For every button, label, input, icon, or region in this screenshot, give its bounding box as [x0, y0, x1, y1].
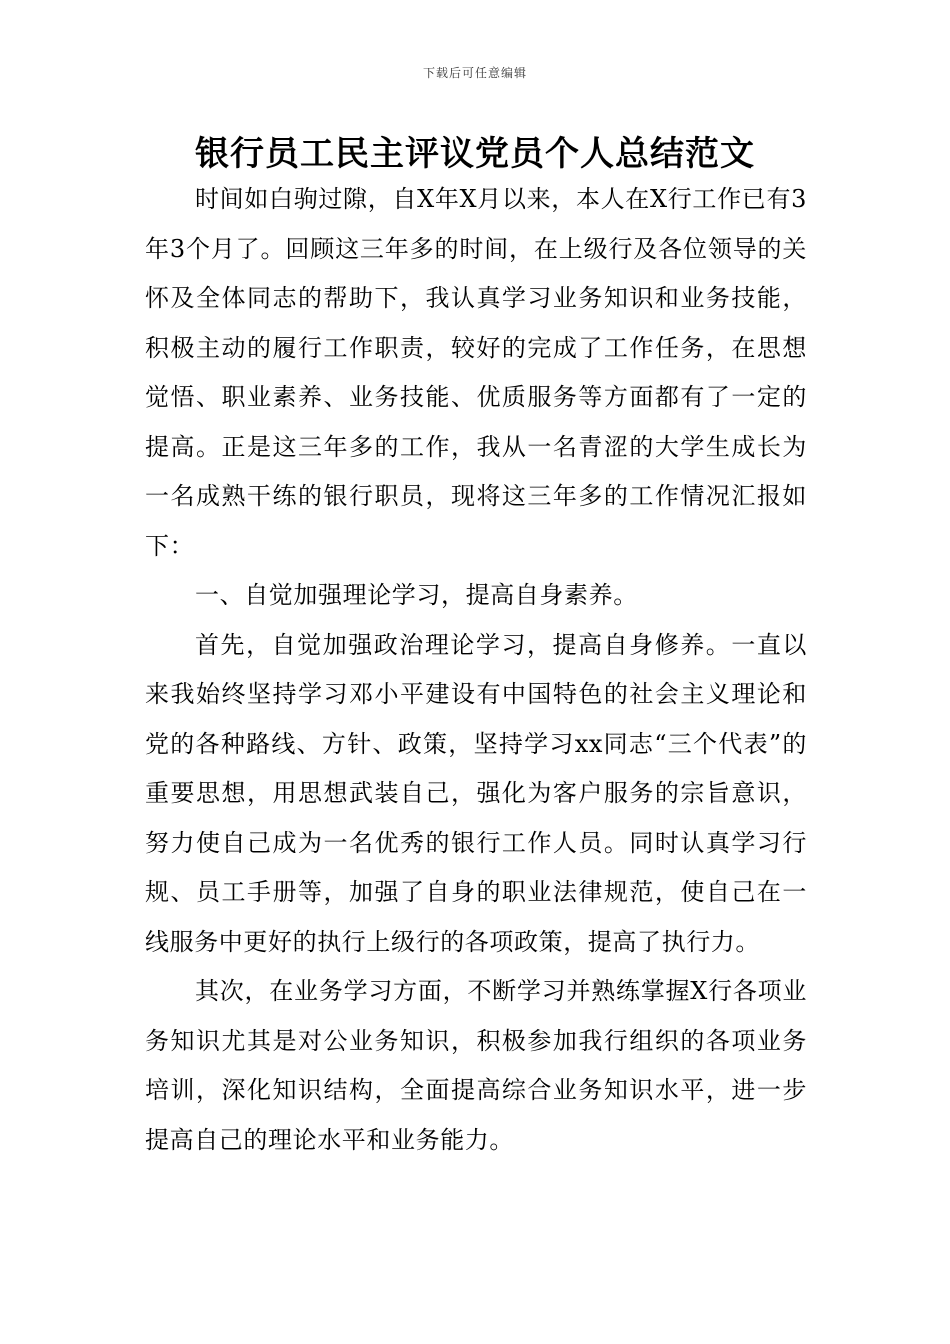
- paragraph-business-study: 其次，在业务学习方面，不断学习并熟练掌握X行各项业务知识尤其是对公业务知识，积极参加我行组织的各项业务培训，深化知识结构，全面提高综合业务知识水平，进一步提高自己的理论水平和业务能力。: [145, 977, 807, 1154]
- document-title: 银行员工民主评议党员个人总结范文: [195, 134, 755, 174]
- paragraph-section-heading: 一、自觉加强理论学习，提高自身素养。: [195, 581, 638, 609]
- paragraph-political-study: 首先，自觉加强政治理论学习，提高自身修养。一直以来我始终坚持学习邓小平建设有中国特色的社会主义理论和党的各种路线、方针、政策，坚持学习xx同志“三个代表”的重要思想，用思想武装自己，强化为客户服务的宗旨意识，努力使自己成为一名优秀的银行工作人员。同时认真学习行规、员工手册等，加强了自身的职业法律规范，使自己在一线服务中更好的执行上级行的各项政策，提高了执行力。: [145, 630, 807, 956]
- page-header-note: 下载后可任意编辑: [422, 66, 527, 80]
- paragraph-intro: 时间如白驹过隙，自X年X月以来，本人在X行工作已有3年3个月了。回顾这三年多的时间，在上级行及各位领导的关怀及全体同志的帮助下，我认真学习业务知识和业务技能，积极主动的履行工作职责，较好的完成了工作任务，在思想觉悟、职业素养、业务技能、优质服务等方面都有了一定的提高。正是这三年多的工作，我从一名青涩的大学生成长为一名成熟干练的银行职员，现将这三年多的工作情况汇报如下：: [145, 185, 807, 560]
- document-body: [145, 175, 807, 1165]
